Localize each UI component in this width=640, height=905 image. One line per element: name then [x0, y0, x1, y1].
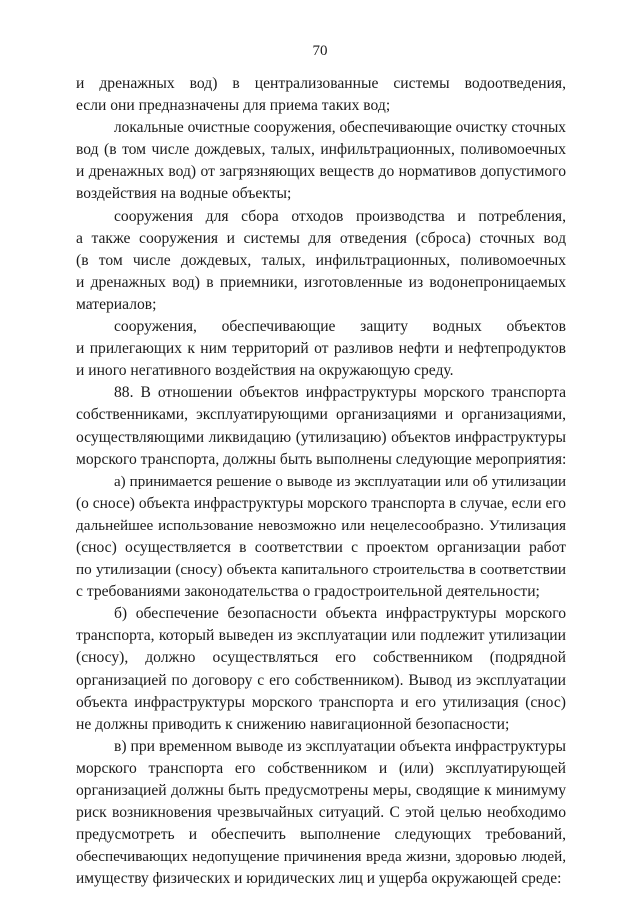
text-line: морского транспорта его собственником и (или) эксплуатирующей: [76, 759, 566, 777]
text-line: обеспечивающих недопущение причинения вреда жизни, здоровью людей,: [76, 848, 566, 866]
text-line: предусмотреть и обеспечить выполнение следующих требований,: [76, 826, 566, 844]
text-line: материалов;: [76, 295, 157, 313]
text-line: локальные очистные сооружения, обеспечивающие очистку сточных: [114, 119, 566, 137]
body-text: [76, 73, 566, 890]
text-line: и прилегающих к ним территорий от разливов нефти и нефтепродуктов: [76, 340, 566, 358]
text-line: (снос) осуществляется в соответствии с проектом организации работ: [76, 538, 566, 556]
text-line: а) принимается решение о выводе из эксплуатации или об утилизации: [114, 473, 566, 490]
text-line: а также сооружения и системы для отведения (сброса) сточных вод: [76, 229, 566, 247]
text-line: сооружения, обеспечивающие защиту водных объектов: [114, 318, 566, 336]
text-line: (в том числе дождевых, талых, инфильтрационных, поливомоечных: [76, 251, 566, 269]
text-line: 88. В отношении объектов инфраструктуры морского транспорта: [114, 384, 566, 402]
text-line: если они предназначены для приема таких вод;: [76, 97, 391, 115]
text-line: собственниками, эксплуатирующими организациями и организациями,: [76, 406, 566, 424]
text-line: дальнейшее использование невозможно или нецелесообразно. Утилизация: [76, 516, 566, 534]
text-line: морского транспорта, должны быть выполнены следующие мероприятия:: [76, 450, 567, 468]
text-line: осуществляющими ликвидацию (утилизацию) объектов инфраструктуры: [76, 428, 566, 446]
page-number: 70: [312, 43, 328, 59]
text-line: воздействия на водные объекты;: [76, 185, 292, 203]
text-line: сооружения для сбора отходов производства и потребления,: [114, 207, 566, 225]
text-line: вод (в том числе дождевых, талых, инфильтрационных, поливомоечных: [76, 141, 566, 159]
text-line: организацией должны быть предусмотрены меры, сводящие к минимуму: [76, 782, 566, 799]
text-line: б) обеспечение безопасности объекта инфраструктуры морского: [114, 605, 566, 623]
text-line: и дренажных вод) от загрязняющих веществ до нормативов допустимого: [76, 163, 566, 181]
text-line: с требованиями законодательства о градостроительной деятельности;: [76, 583, 540, 601]
text-line: в) при временном выводе из эксплуатации объекта инфраструктуры: [114, 737, 566, 755]
text-line: не должны приводить к снижению навигационной безопасности;: [76, 715, 510, 733]
text-line: организацией по договору с его собственником). Вывод из эксплуатации: [76, 671, 566, 689]
text-line: и иного негативного воздействия на окружающую среду.: [76, 362, 454, 380]
text-line: (о сносе) объекта инфраструктуры морского транспорта в случае, если его: [76, 494, 566, 512]
text-line: по утилизации (сносу) объекта капитального строительства в соответствии: [76, 561, 566, 579]
text-line: имуществу физических и юридических лиц и ущерба окружающей среде:: [76, 870, 562, 888]
text-line: (сносу), должно осуществляться его собственником (подрядной: [76, 649, 566, 667]
text-line: транспорта, который выведен из эксплуатации или подлежит утилизации: [76, 627, 566, 645]
text-line: риск возникновения чрезвычайных ситуаций. С этой целью необходимо: [76, 804, 566, 822]
text-line: и дренажных вод) в централизованные системы водоотведения,: [76, 75, 566, 92]
text-line: объекта инфраструктуры морского транспорта и его утилизация (снос): [76, 693, 566, 711]
text-line: и дренажных вод) в приемники, изготовленные из водонепроницаемых: [76, 273, 566, 291]
